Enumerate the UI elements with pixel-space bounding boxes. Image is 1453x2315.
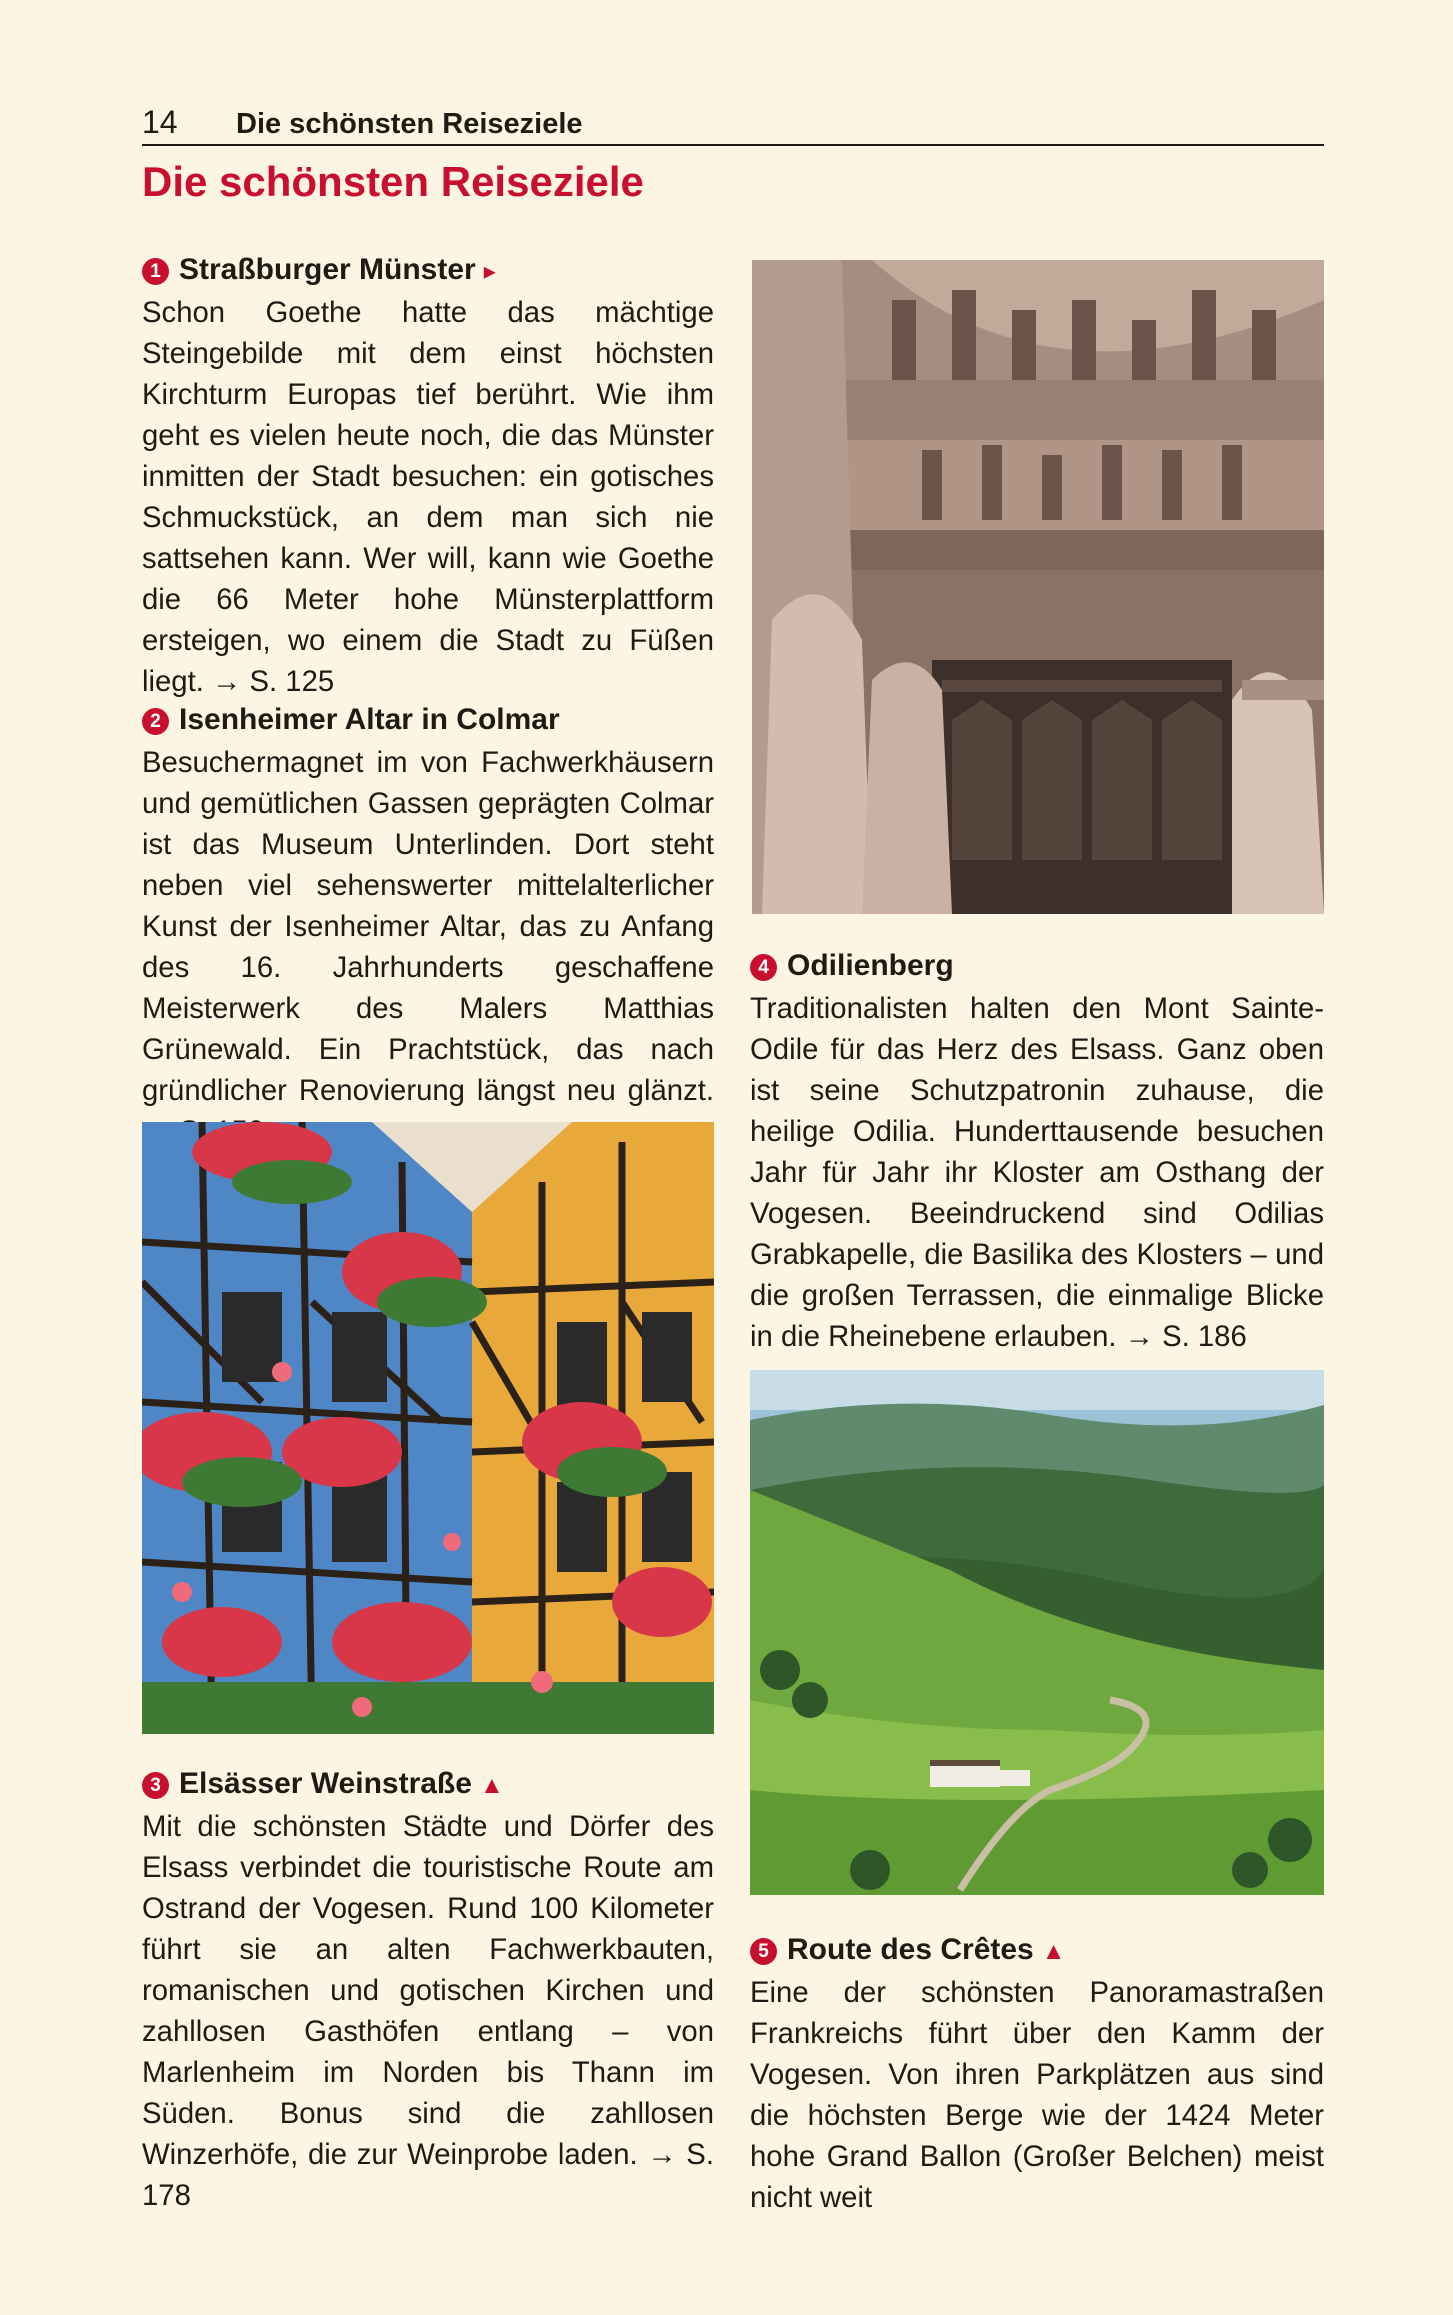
number-badge: 2 [142, 708, 169, 735]
triangle-up-icon: ▲ [479, 1772, 504, 1799]
triangle-right-icon: ▸ [483, 258, 496, 285]
page-number: 14 [142, 104, 178, 140]
number-badge: 3 [142, 1772, 169, 1799]
entry-title: Isenheimer Altar in Colmar [179, 703, 560, 736]
number-badge: 5 [750, 1938, 777, 1965]
entry-title: Route des Crêtes [787, 1933, 1034, 1966]
entry-heading [142, 250, 714, 290]
entry-text: Besuchermagnet im von Fachwerkhäusern und gemütlichen Gassen geprägten Colmar ist das Museum Unterlinden. Dort steht neben viel sehenswerter mittelalterlicher Kunst der Isenheimer Altar, das zu Anfang des 16. Jahrhunderts geschaffene Meisterwerk des Malers Matthias Grünewald. Ein Prachtstück, das nach gründlicher Renovierung längst neu glänzt. [142, 746, 714, 1107]
entry-title: Elsässer Weinstraße [179, 1767, 472, 1800]
vosges-landscape-photo [750, 1370, 1324, 1895]
entry-strassburger-muenster [142, 250, 714, 702]
cathedral-portal-photo [752, 260, 1324, 914]
entry-title: Straßburger Münster [179, 253, 476, 286]
entry-text: Traditionalisten halten den Mont Sainte-Odile für das Herz des Elsass. Ganz oben ist seine Schutzpatronin zuhause, die heilige Odilia. Hunderttausende besuchen Jahr für Jahr ihr Kloster am Osthang der Vogesen. Beeindruckend sind Odilias Grabkapelle, die Basilika des Klosters – und die großen Terrassen, die einmalige Blicke in die Rheinebene erlauben. → S. 186 [750, 992, 1324, 1353]
entry-route-des-cretes [750, 1930, 1324, 2218]
number-badge: 1 [142, 258, 169, 285]
entry-heading [750, 946, 1324, 986]
entry-heading [142, 700, 714, 740]
entry-heading [750, 1930, 1324, 1970]
triangle-up-icon: ▲ [1041, 1938, 1066, 1965]
running-title: Die schönsten Reiseziele [236, 108, 583, 140]
entry-text: Eine der schönsten Panoramastraßen Frankreichs führt über den Kamm der Vogesen. Von ihren Parkplätzen aus sind die höchsten Berge wie der 1424 Meter hohe Grand Ballon (Großer Belchen) meist nicht weit [750, 1976, 1324, 2214]
entry-title: Odilienberg [787, 949, 954, 982]
entry-text: Mit die schönsten Städte und Dörfer des Elsass verbindet die touristische Route am Ostrand der Vogesen. Rund 100 Kilometer führt sie an alten Fachwerkbauten, romanischen und gotischen Kirchen und zahllosen Gasthöfen entlang – von Marlenheim im Norden bis Thann im Süden. Bonus sind die zahllosen Winzerhöfe, die zur Weinprobe laden. → S. 178 [142, 1810, 714, 2212]
entry-isenheimer-altar [142, 700, 714, 1152]
entry-odilienberg [750, 946, 1324, 1357]
running-header [142, 100, 1324, 146]
entry-elsaesser-weinstrasse [142, 1764, 714, 2216]
page-title: Die schönsten Reiseziele [142, 158, 644, 205]
entry-text: Schon Goethe hatte das mächtige Steingebilde mit dem einst höchsten Kirchturm Europas tief berührt. Wie ihm geht es vielen heute noch, die das Münster inmitten der Stadt besuchen: ein gotisches Schmuckstück, an dem man sich nie sattsehen kann. Wer will, kann wie Goethe die 66 Meter hohe Münsterplattform ersteigen, wo einem die Stadt zu Füßen liegt. → S. 125 [142, 296, 714, 698]
entry-heading [142, 1764, 714, 1804]
number-badge: 4 [750, 954, 777, 981]
half-timbered-houses-photo [142, 1122, 714, 1734]
